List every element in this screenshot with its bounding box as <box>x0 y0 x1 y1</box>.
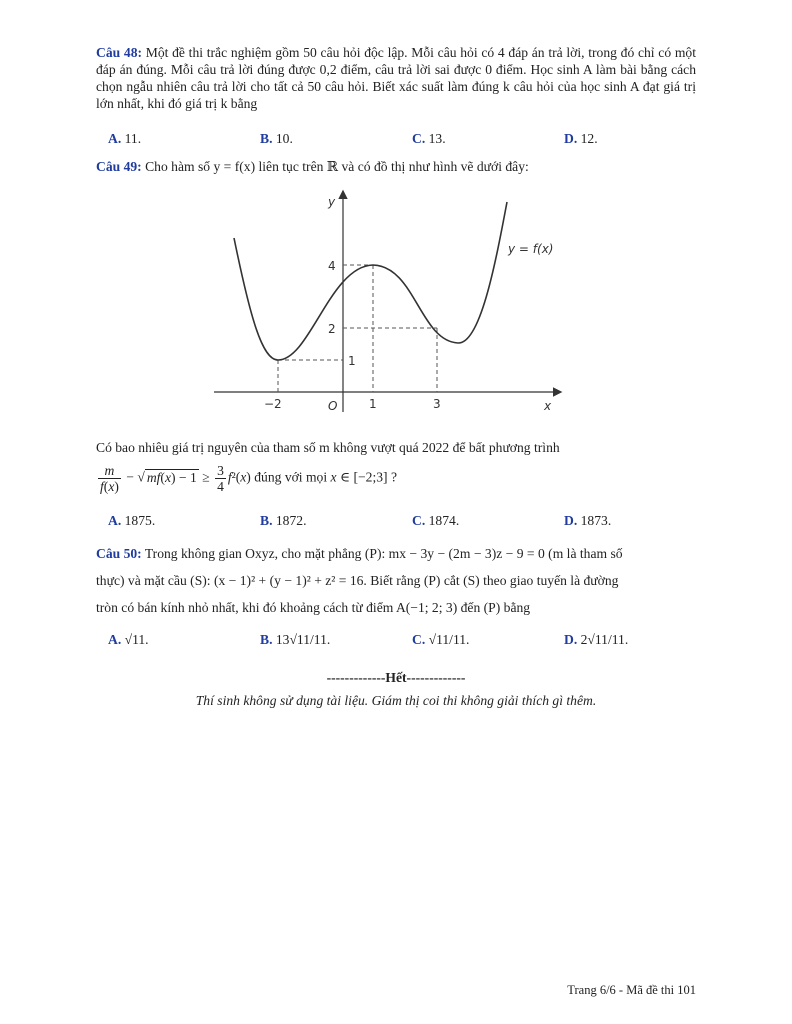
option-b[interactable]: B. 1872. <box>260 513 307 528</box>
option-d[interactable]: D. 12. <box>564 131 598 146</box>
option-c[interactable]: C. √11/11. <box>412 632 470 647</box>
option-c[interactable]: C. 13. <box>412 131 446 146</box>
question-49 <box>96 158 696 175</box>
option-a[interactable]: A. 1875. <box>108 513 156 528</box>
question-label: Câu 50: <box>96 546 142 561</box>
q48-options <box>108 131 688 149</box>
curve-f <box>234 202 507 360</box>
option-a[interactable]: A. √11. <box>108 632 149 647</box>
question-label: Câu 48: <box>96 45 143 60</box>
y-tick-4: 4 <box>328 259 336 273</box>
function-graph <box>200 186 580 426</box>
option-d[interactable]: D. 1873. <box>564 513 612 528</box>
question-text: Cho hàm số y = f(x) liên tục trên ℝ và có đồ thị như hình vẽ dưới đây: <box>145 159 529 174</box>
origin-label: O <box>328 399 338 413</box>
y-tick-1: 1 <box>348 354 356 368</box>
inequality: $\frac{m}{f(x)}$ − √ mf(x) − 1 ≥ $\frac{3}{4}$ f²(x) đúng với mọi x ∈ [−2;3] ? <box>100 463 397 494</box>
option-b[interactable]: B. 10. <box>260 131 293 146</box>
option-d[interactable]: D. 2√11/11. <box>564 632 629 647</box>
option-b[interactable]: B. 13√11/11. <box>260 632 331 647</box>
page-footer: Trang 6/6 - Mã đề thi 101 <box>567 983 696 997</box>
option-c[interactable]: C. 1874. <box>412 513 460 528</box>
question-text: Một đề thi trắc nghiệm gồm 50 câu hỏi độc lập. Mỗi câu hỏi có 4 đáp án trả lời, trong đó chỉ có một đáp án đúng. Mỗi câu trả lời đúng được 0,2 điểm, câu trả lời sai được 0 điểm. Học sinh A làm bài bằng cách chọn ngẫu nhiên câu trả lời cho tất cả 50 câu hỏi. Biết xác suất làm đúng k câu hỏi của học sinh A đạt giá trị lớn nhất, khi đó giá trị k bằng <box>96 45 696 111</box>
x-tick-neg2: −2 <box>264 397 282 411</box>
curve-label: y = f(x) <box>508 242 554 256</box>
q49-options <box>108 513 688 531</box>
question-48 <box>96 44 696 112</box>
question-49-prompt: Có bao nhiêu giá trị nguyên của tham số m không vượt quá 2022 để bất phương trình <box>96 440 560 455</box>
exam-note: Thí sinh không sử dụng tài liệu. Giám thị coi thi không giải thích gì thêm. <box>195 693 597 708</box>
question-label: Câu 49: <box>96 159 142 174</box>
question-50: Câu 50: Trong không gian Oxyz, cho mặt phẳng (P): mx − 3y − (2m − 3)z − 9 = 0 (m là tham số thực) và mặt cầu (S): (x − 1)² + (y − 1)² + z² = 16. Biết rằng (P) cắt (S) theo giao tuyến là đường tròn có bán kính nhỏ nhất, khi đó khoảng cách từ điểm A(−1; 2; 3) đến (P) bằng <box>96 546 623 615</box>
condition-text: đúng với mọi <box>254 469 328 485</box>
y-axis-label: y <box>328 195 336 209</box>
end-marker: -------------Hết------------- <box>326 670 466 685</box>
option-a[interactable]: A. 11. <box>108 131 142 146</box>
y-tick-2: 2 <box>328 322 336 336</box>
x-tick-1: 1 <box>369 397 377 411</box>
q50-options <box>108 632 688 660</box>
x-axis-label: x <box>544 399 552 413</box>
x-tick-3: 3 <box>433 397 441 411</box>
